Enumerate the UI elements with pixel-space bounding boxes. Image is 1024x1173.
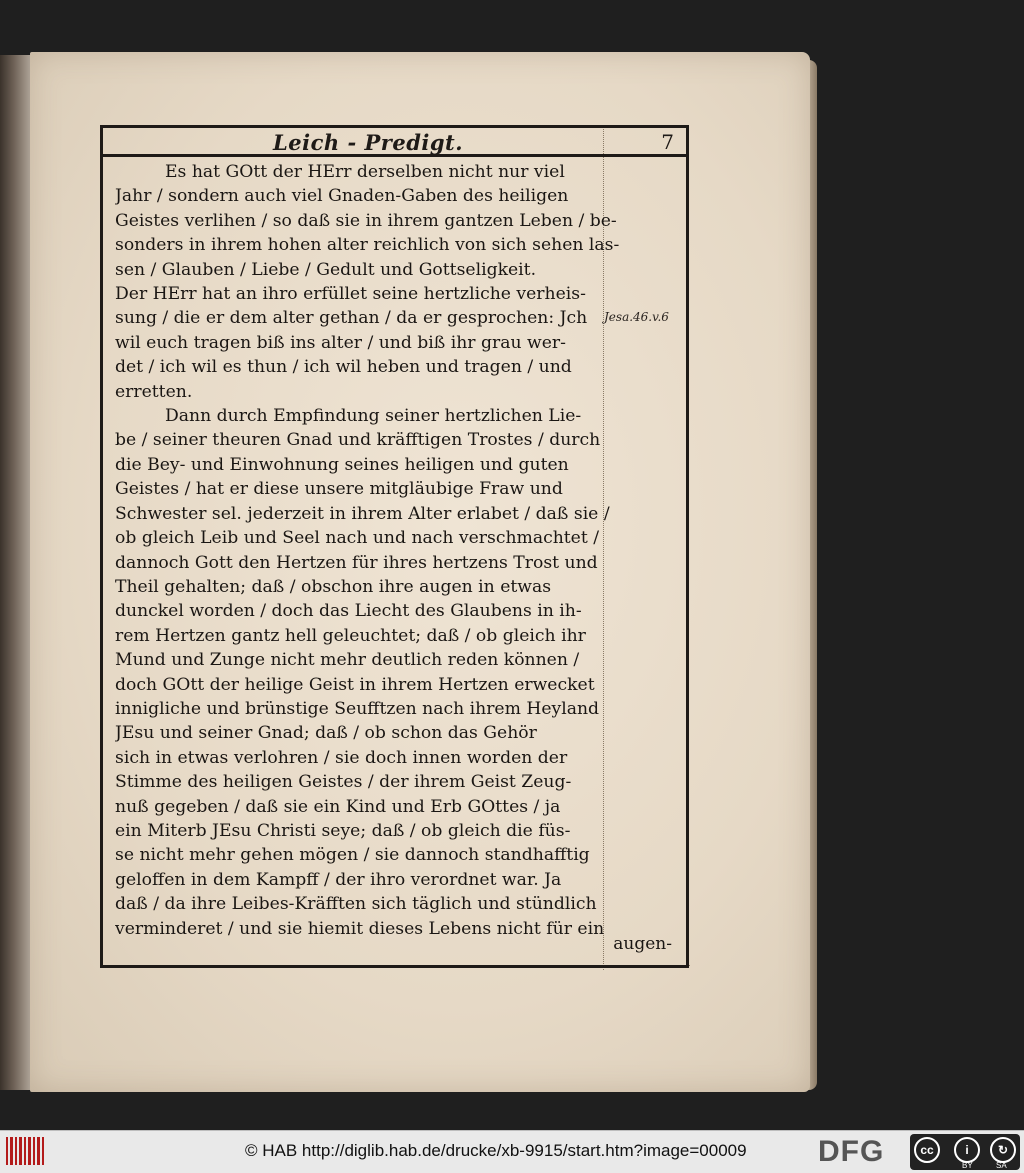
text-line: be / seiner theuren Gnad und kräfftigen Trostes / durch bbox=[115, 430, 601, 451]
text-line: det / ich wil es thun / ich wil heben und tragen / und bbox=[115, 357, 572, 378]
text-frame bbox=[100, 125, 689, 968]
source-link[interactable]: © HAB http://diglib.hab.de/drucke/xb-9915/start.htm?image=00009 bbox=[245, 1141, 747, 1160]
text-line: Jahr / sondern auch viel Gnaden-Gaben des heiligen bbox=[115, 186, 569, 207]
cc-icon: cc bbox=[914, 1137, 940, 1163]
viewer-footer bbox=[0, 1130, 1024, 1173]
dfg-logo[interactable]: DFG bbox=[818, 1135, 885, 1168]
text-line: ob gleich Leib und Seel nach und nach verschmachtet / bbox=[115, 528, 600, 549]
text-line: nuß gegeben / daß sie ein Kind und Erb GOttes / ja bbox=[115, 796, 561, 817]
text-line: sich in etwas verlohren / sie doch innen worden der bbox=[115, 747, 568, 768]
hab-logo-icon bbox=[6, 1137, 46, 1165]
text-line: Es hat GOtt der HErr derselben nicht nur viel bbox=[165, 162, 565, 182]
by-label: BY bbox=[962, 1161, 973, 1170]
by-icon: i bbox=[954, 1137, 980, 1163]
text-line: Theil gehalten; daß / obschon ihre augen in etwas bbox=[115, 576, 552, 597]
text-line: Schwester sel. jederzeit in ihrem Alter erlabet / daß sie / bbox=[115, 503, 610, 524]
text-line: JEsu und seiner Gnad; daß / ob schon das Gehör bbox=[115, 723, 537, 744]
text-line: se nicht mehr gehen mögen / sie dannoch standhafftig bbox=[115, 845, 590, 866]
body-text bbox=[115, 160, 680, 941]
text-line: rem Hertzen gantz hell geleuchtet; daß / ob gleich ihr bbox=[115, 625, 586, 646]
text-line: Stimme des heiligen Geistes / der ihrem Geist Zeug- bbox=[115, 772, 572, 793]
sa-icon: ↻ bbox=[990, 1137, 1016, 1163]
text-line: ein Miterb JEsu Christi seye; daß / ob gleich die füs- bbox=[115, 820, 571, 841]
text-line: sung / die er dem alter gethan / da er gesprochen: Jch bbox=[115, 308, 588, 329]
text-line: Geistes verlihen / so daß sie in ihrem gantzen Leben / be- bbox=[115, 210, 617, 231]
text-line: dannoch Gott den Hertzen für ihres hertzens Trost und bbox=[115, 552, 598, 573]
text-line: erretten. bbox=[115, 381, 193, 402]
text-line: dunckel worden / doch das Liecht des Glaubens in ih- bbox=[115, 601, 582, 622]
header-rule bbox=[103, 154, 686, 157]
text-line: doch GOtt der heilige Geist in ihrem Hertzen erwecket bbox=[115, 674, 595, 695]
cc-license-badge[interactable] bbox=[910, 1134, 1020, 1170]
text-line: sen / Glauben / Liebe / Gedult und Gottseligkeit. bbox=[115, 259, 537, 280]
sa-label: SA bbox=[996, 1161, 1007, 1170]
margin-note: Jesa.46.v.6 bbox=[604, 310, 669, 324]
page-number: 7 bbox=[661, 130, 674, 154]
text-line: Dann durch Empfindung seiner hertzlichen Lie- bbox=[165, 406, 582, 427]
text-line: sonders in ihrem hohen alter reichlich von sich sehen las- bbox=[115, 235, 620, 256]
text-line: innigliche und brünstige Seufftzen nach ihrem Heyland bbox=[115, 698, 600, 719]
text-line: geloffen in dem Kampff / der ihro verordnet war. Ja bbox=[115, 869, 562, 890]
text-line: daß / da ihre Leibes-Kräfften sich täglich und stündlich bbox=[115, 894, 597, 915]
text-line: Der HErr hat an ihro erfüllet seine hertzliche verheis- bbox=[115, 284, 586, 305]
text-line: verminderet / und sie hiemit dieses Lebens nicht für ein bbox=[115, 918, 605, 939]
text-line: Geistes / hat er diese unsere mitgläubige Fraw und bbox=[115, 479, 563, 500]
text-line: Mund und Zunge nicht mehr deutlich reden können / bbox=[115, 650, 580, 671]
catchword: augen- bbox=[613, 934, 672, 954]
text-line: die Bey- und Einwohnung seines heiligen und guten bbox=[115, 454, 569, 475]
running-header: Leich - Predigt. bbox=[273, 130, 464, 155]
text-line: wil euch tragen biß ins alter / und biß ihr grau wer- bbox=[115, 332, 566, 353]
